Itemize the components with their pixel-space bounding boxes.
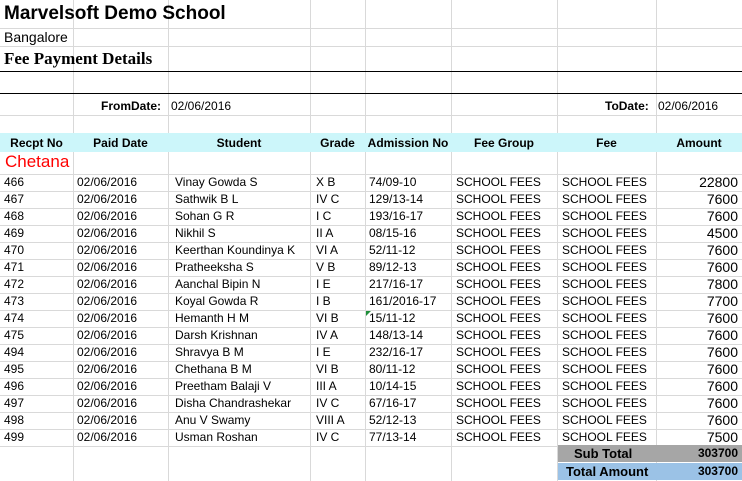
cell-amount[interactable]: 7600 — [706, 395, 738, 411]
col-header-amount[interactable]: Amount — [676, 136, 722, 150]
cell-fee-group[interactable]: SCHOOL FEES — [456, 413, 541, 427]
col-header-grade[interactable]: Grade — [320, 136, 355, 150]
cell-paid-date[interactable]: 02/06/2016 — [77, 396, 138, 410]
cell-fee[interactable]: SCHOOL FEES — [562, 379, 647, 393]
cell-paid-date[interactable]: 02/06/2016 — [77, 294, 138, 308]
cell-admission-no[interactable]: 161/2016-17 — [369, 294, 437, 308]
cell-recpt-no[interactable]: 475 — [4, 328, 25, 342]
cell-student[interactable]: Keerthan Koundinya K — [175, 243, 296, 257]
report-title: Fee Payment Details — [4, 49, 153, 68]
cell-fee-group[interactable]: SCHOOL FEES — [456, 277, 541, 291]
col-header-fee[interactable]: Fee — [596, 136, 617, 150]
title-rule — [0, 93, 742, 94]
cell-fee[interactable]: SCHOOL FEES — [562, 345, 647, 359]
cell-student[interactable]: Preetham Balaji V — [175, 379, 272, 393]
total-amount-value[interactable]: 303700 — [697, 464, 738, 478]
cell-admission-no[interactable]: 52/11-12 — [369, 243, 416, 257]
school-city: Bangalore — [4, 29, 68, 45]
cell-student[interactable]: Koyal Gowda R — [175, 294, 259, 308]
cell-recpt-no[interactable]: 497 — [4, 396, 25, 410]
cell-amount[interactable]: 4500 — [706, 225, 738, 241]
cell-amount[interactable]: 7600 — [706, 361, 738, 377]
cell-student[interactable]: Disha Chandrashekar — [175, 396, 292, 410]
cell-fee-group[interactable]: SCHOOL FEES — [456, 192, 541, 206]
cell-amount[interactable]: 7600 — [706, 327, 738, 343]
col-header-recpt-no[interactable]: Recpt No — [10, 136, 63, 150]
gridline — [0, 46, 742, 47]
table-row — [0, 276, 742, 293]
cell-fee[interactable]: SCHOOL FEES — [562, 192, 647, 206]
cell-recpt-no[interactable]: 472 — [4, 277, 25, 291]
cell-admission-no[interactable]: 148/13-14 — [369, 328, 424, 342]
cell-student[interactable]: Sathwik B L — [175, 192, 239, 206]
table-row — [0, 225, 742, 242]
table-row — [0, 429, 742, 446]
cell-fee-group[interactable]: SCHOOL FEES — [456, 226, 541, 240]
total-amount-label: Total Amount — [566, 464, 649, 479]
cell-grade[interactable]: I E — [316, 345, 331, 359]
cell-admission-no[interactable]: 232/16-17 — [369, 345, 424, 359]
cell-grade[interactable]: IV A — [316, 328, 339, 342]
cell-paid-date[interactable]: 02/06/2016 — [77, 328, 138, 342]
cell-fee[interactable]: SCHOOL FEES — [562, 311, 647, 325]
table-row — [0, 174, 742, 191]
gridline — [0, 115, 742, 116]
cell-grade[interactable]: IV C — [316, 430, 340, 444]
cell-admission-no[interactable]: 80/11-12 — [369, 362, 416, 376]
col-header-fee-group[interactable]: Fee Group — [473, 136, 534, 150]
cell-grade[interactable]: II A — [316, 226, 334, 240]
table-row — [0, 378, 742, 395]
cell-fee-group[interactable]: SCHOOL FEES — [456, 294, 541, 308]
table-row — [0, 259, 742, 276]
cell-paid-date[interactable]: 02/06/2016 — [77, 243, 138, 257]
table-row — [0, 293, 742, 310]
cell-amount[interactable]: 22800 — [699, 174, 738, 190]
cell-paid-date[interactable]: 02/06/2016 — [77, 362, 138, 376]
cell-paid-date[interactable]: 02/06/2016 — [77, 277, 138, 291]
table-row — [0, 412, 742, 429]
cell-fee[interactable]: SCHOOL FEES — [562, 175, 647, 189]
cell-recpt-no[interactable]: 495 — [4, 362, 25, 376]
cell-fee[interactable]: SCHOOL FEES — [562, 294, 647, 308]
cell-note-marker-icon — [366, 311, 371, 316]
cell-recpt-no[interactable]: 468 — [4, 209, 25, 223]
school-name: Marvelsoft Demo School — [4, 3, 226, 24]
cell-amount[interactable]: 7600 — [706, 344, 738, 360]
cell-grade[interactable]: X B — [316, 175, 336, 189]
cell-fee-group[interactable]: SCHOOL FEES — [456, 345, 541, 359]
cell-amount[interactable]: 7600 — [706, 208, 738, 224]
cell-grade[interactable]: I E — [316, 277, 331, 291]
cell-amount[interactable]: 7600 — [706, 412, 738, 428]
cell-grade[interactable]: VIII A — [316, 413, 345, 427]
cell-admission-no[interactable]: 74/09-10 — [369, 175, 417, 189]
cell-fee[interactable]: SCHOOL FEES — [562, 362, 647, 376]
cell-student[interactable]: Usman Roshan — [175, 430, 258, 444]
cell-paid-date[interactable]: 02/06/2016 — [77, 209, 138, 223]
cell-recpt-no[interactable]: 469 — [4, 226, 25, 240]
cell-paid-date[interactable]: 02/06/2016 — [77, 430, 138, 444]
cell-recpt-no[interactable]: 471 — [4, 260, 25, 274]
cell-grade[interactable]: I B — [316, 294, 331, 308]
cell-paid-date[interactable]: 02/06/2016 — [77, 345, 138, 359]
cell-recpt-no[interactable]: 494 — [4, 345, 25, 359]
cell-fee-group[interactable]: SCHOOL FEES — [456, 328, 541, 342]
cell-amount[interactable]: 7600 — [706, 191, 738, 207]
cell-grade[interactable]: V B — [316, 260, 336, 274]
cell-admission-no[interactable]: 08/15-16 — [369, 226, 417, 240]
table-row — [0, 191, 742, 208]
cell-admission-no[interactable]: 129/13-14 — [369, 192, 424, 206]
cell-student[interactable]: Nikhil S — [175, 226, 216, 240]
cell-admission-no[interactable]: 52/12-13 — [369, 413, 417, 427]
cell-fee-group[interactable]: SCHOOL FEES — [456, 396, 541, 410]
cell-recpt-no[interactable]: 470 — [4, 243, 25, 257]
cell-grade[interactable]: VI B — [316, 362, 339, 376]
cell-fee[interactable]: SCHOOL FEES — [562, 413, 647, 427]
subtotal-value[interactable]: 303700 — [697, 446, 738, 460]
table-row — [0, 310, 742, 327]
cell-student[interactable]: Sohan G R — [175, 209, 235, 223]
cell-fee-group[interactable]: SCHOOL FEES — [456, 311, 541, 325]
cell-fee[interactable]: SCHOOL FEES — [562, 328, 647, 342]
table-row — [0, 327, 742, 344]
cell-fee-group[interactable]: SCHOOL FEES — [456, 430, 541, 444]
cell-fee-group[interactable]: SCHOOL FEES — [456, 243, 541, 257]
total-amount-row — [558, 463, 742, 480]
cell-fee[interactable]: SCHOOL FEES — [562, 277, 647, 291]
cell-grade[interactable]: IV C — [316, 396, 340, 410]
cell-recpt-no[interactable]: 466 — [4, 175, 25, 189]
cell-grade[interactable]: VI B — [316, 311, 339, 325]
cell-student[interactable]: Anu V Swamy — [175, 413, 251, 427]
cell-recpt-no[interactable]: 499 — [4, 430, 25, 444]
cell-amount[interactable]: 7600 — [706, 259, 738, 275]
cell-recpt-no[interactable]: 467 — [4, 192, 25, 206]
cell-student[interactable]: Vinay Gowda S — [175, 175, 258, 189]
col-header-student[interactable]: Student — [216, 136, 262, 150]
cell-amount[interactable]: 7800 — [706, 276, 738, 292]
title-underline — [0, 71, 742, 72]
cell-admission-no[interactable]: 77/13-14 — [369, 430, 417, 444]
table-row — [0, 361, 742, 378]
subtotal-label: Sub Total — [574, 446, 633, 461]
to-date-label: ToDate: — [605, 99, 649, 113]
table-row — [0, 208, 742, 225]
cell-amount[interactable]: 7500 — [706, 429, 738, 445]
from-date-value[interactable]: 02/06/2016 — [171, 99, 232, 113]
cell-student[interactable]: Pratheeksha S — [175, 260, 254, 274]
cell-recpt-no[interactable]: 474 — [4, 311, 25, 325]
cell-paid-date[interactable]: 02/06/2016 — [77, 226, 138, 240]
cell-admission-no[interactable]: 89/12-13 — [369, 260, 417, 274]
cell-admission-no[interactable]: 193/16-17 — [369, 209, 424, 223]
cell-admission-no[interactable]: 10/14-15 — [369, 379, 417, 393]
cell-fee-group[interactable]: SCHOOL FEES — [456, 362, 541, 376]
cell-paid-date[interactable]: 02/06/2016 — [77, 379, 138, 393]
cell-fee[interactable]: SCHOOL FEES — [562, 430, 647, 444]
subtotal-row — [558, 445, 742, 462]
cell-paid-date[interactable]: 02/06/2016 — [77, 260, 138, 274]
cell-recpt-no[interactable]: 496 — [4, 379, 25, 393]
cell-fee-group[interactable]: SCHOOL FEES — [456, 260, 541, 274]
cell-fee[interactable]: SCHOOL FEES — [562, 209, 647, 223]
gridline — [0, 28, 742, 29]
cell-student[interactable]: Shravya B M — [175, 345, 244, 359]
cell-paid-date[interactable]: 02/06/2016 — [77, 311, 138, 325]
to-date-value[interactable]: 02/06/2016 — [658, 99, 719, 113]
cell-student[interactable]: Darsh Krishnan — [175, 328, 258, 342]
from-date-label: FromDate: — [101, 99, 162, 113]
cell-amount[interactable]: 7600 — [706, 242, 738, 258]
table-row — [0, 242, 742, 259]
cell-amount[interactable]: 7600 — [706, 310, 738, 326]
cell-fee[interactable]: SCHOOL FEES — [562, 260, 647, 274]
cell-fee-group[interactable]: SCHOOL FEES — [456, 209, 541, 223]
table-row — [0, 395, 742, 412]
cell-paid-date[interactable]: 02/06/2016 — [77, 413, 138, 427]
cell-admission-no[interactable]: 15/11-12 — [369, 311, 416, 325]
cell-admission-no[interactable]: 67/16-17 — [369, 396, 417, 410]
cell-fee-group[interactable]: SCHOOL FEES — [456, 379, 541, 393]
cell-student[interactable]: Hemanth H M — [175, 311, 250, 325]
col-header-admission-no[interactable]: Admission No — [367, 136, 449, 150]
cell-fee[interactable]: SCHOOL FEES — [562, 226, 647, 240]
cell-fee-group[interactable]: SCHOOL FEES — [456, 175, 541, 189]
cell-grade[interactable]: III A — [316, 379, 337, 393]
cell-fee[interactable]: SCHOOL FEES — [562, 243, 647, 257]
cell-admission-no[interactable]: 217/16-17 — [369, 277, 424, 291]
cell-grade[interactable]: IV C — [316, 192, 340, 206]
cell-paid-date[interactable]: 02/06/2016 — [77, 175, 138, 189]
cell-recpt-no[interactable]: 498 — [4, 413, 25, 427]
cell-amount[interactable]: 7600 — [706, 378, 738, 394]
cell-paid-date[interactable]: 02/06/2016 — [77, 192, 138, 206]
cell-student[interactable]: Aanchal Bipin N — [175, 277, 261, 291]
col-header-paid-date[interactable]: Paid Date — [93, 136, 148, 150]
cell-student[interactable]: Chethana B M — [175, 362, 252, 376]
group-label: Chetana — [5, 152, 70, 171]
cell-recpt-no[interactable]: 473 — [4, 294, 25, 308]
cell-fee[interactable]: SCHOOL FEES — [562, 396, 647, 410]
cell-grade[interactable]: VI A — [316, 243, 339, 257]
cell-amount[interactable]: 7700 — [706, 293, 738, 309]
table-row — [0, 344, 742, 361]
cell-grade[interactable]: I C — [316, 209, 332, 223]
